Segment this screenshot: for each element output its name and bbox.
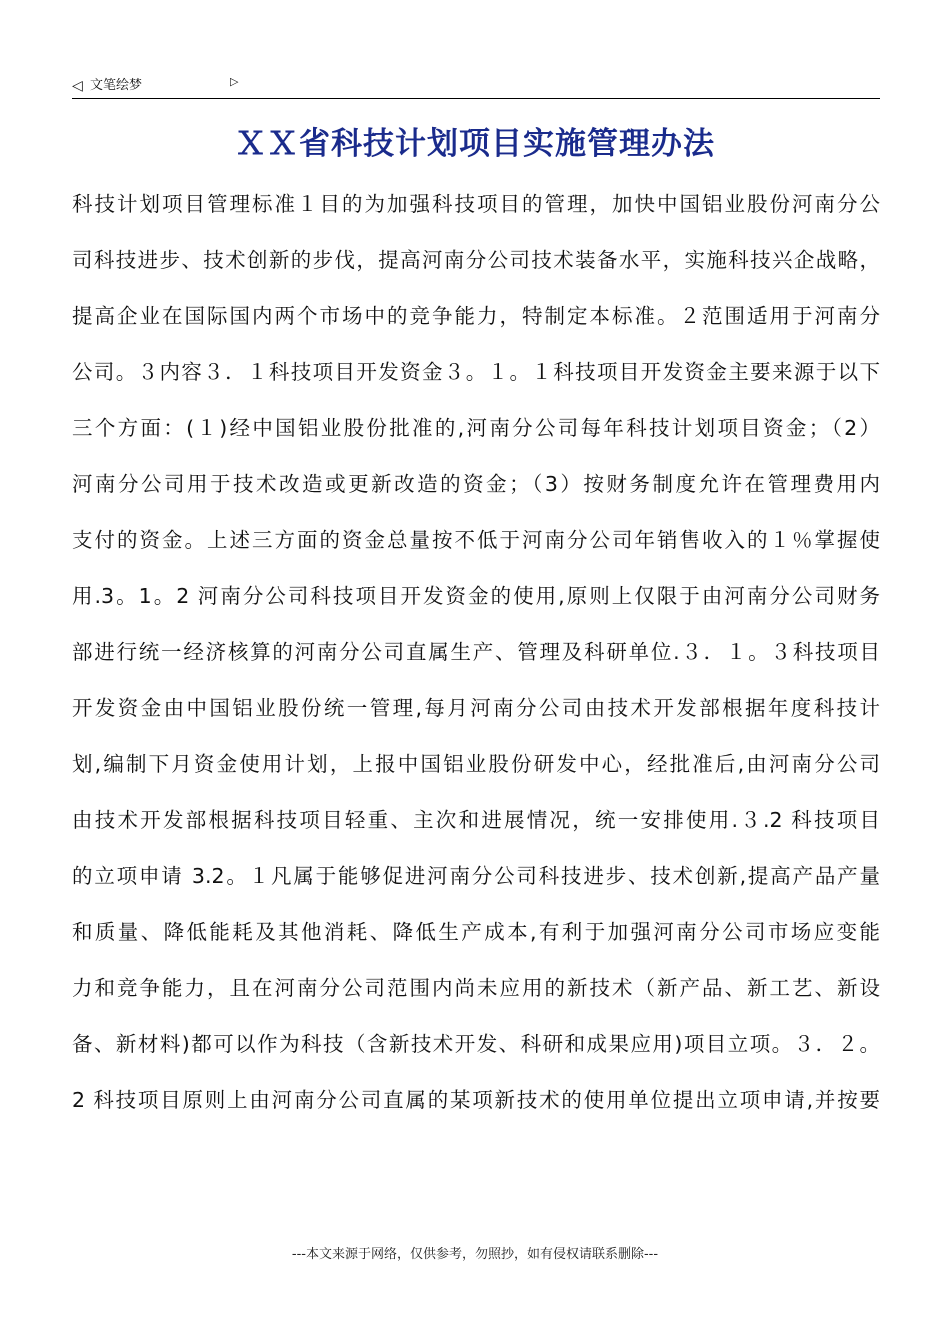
body-line: 公司。３内容３．１科技项目开发资金３。１。１科技项目开发资金主要来源于以下 (72, 360, 880, 384)
document-title: ＸＸ省科技计划项目实施管理办法 (235, 126, 715, 162)
body-line: 备、新材料)都可以作为科技（含新技术开发、科研和成果应用)项目立项。３．２。 (72, 1032, 880, 1056)
triangle-left-icon: ◁ (72, 78, 83, 94)
body-line: 划,编制下月资金使用计划，上报中国铝业股份研发中心，经批准后,由河南分公司 (72, 752, 880, 776)
body-line: 部进行统一经济核算的河南分公司直属生产、管理及科研单位.３．１。３科技项目 (72, 640, 880, 664)
document-body (72, 184, 880, 1136)
body-line: 的立项申请 3.2。１凡属于能够促进河南分公司科技进步、技术创新,提高产品产量 (72, 864, 880, 888)
body-line: 提高企业在国际国内两个市场中的竞争能力，特制定本标准。２范围适用于河南分 (72, 304, 880, 328)
body-line: 司科技进步、技术创新的步伐，提高河南分公司技术装备水平，实施科技兴企战略， (72, 248, 880, 272)
body-line: 河南分公司用于技术改造或更新改造的资金；（3）按财务制度允许在管理费用内 (72, 472, 880, 496)
body-line: 支付的资金。上述三方面的资金总量按不低于河南分公司年销售收入的１％掌握使 (72, 528, 880, 552)
body-line: 科技计划项目管理标准１目的为加强科技项目的管理，加快中国铝业股份河南分公 (72, 192, 880, 216)
body-line: 和质量、降低能耗及其他消耗、降低生产成本,有利于加强河南分公司市场应变能 (72, 920, 880, 944)
body-line: 力和竞争能力，且在河南分公司范围内尚未应用的新技术（新产品、新工艺、新设 (72, 976, 880, 1000)
body-line: 由技术开发部根据科技项目轻重、主次和进展情况，统一安排使用.３.2 科技项目 (72, 808, 880, 832)
body-line: 2 科技项目原则上由河南分公司直属的某项新技术的使用单位提出立项申请,并按要 (72, 1088, 880, 1112)
body-line: 三个方面：(１)经中国铝业股份批准的,河南分公司每年科技计划项目资金；（2） (72, 416, 880, 440)
triangle-right-icon: ▷ (230, 75, 239, 88)
header-brand: 文笔绘梦 (90, 78, 143, 93)
body-line: 开发资金由中国铝业股份统一管理,每月河南分公司由技术开发部根据年度科技计 (72, 696, 880, 720)
body-line: 用.3。1。2 河南分公司科技项目开发资金的使用,原则上仅限于由河南分公司财务 (72, 584, 880, 608)
source-disclaimer-footer: ---本文来源于网络，仅供参考，勿照抄，如有侵权请联系删除--- (291, 1247, 659, 1262)
page-header (72, 74, 880, 99)
